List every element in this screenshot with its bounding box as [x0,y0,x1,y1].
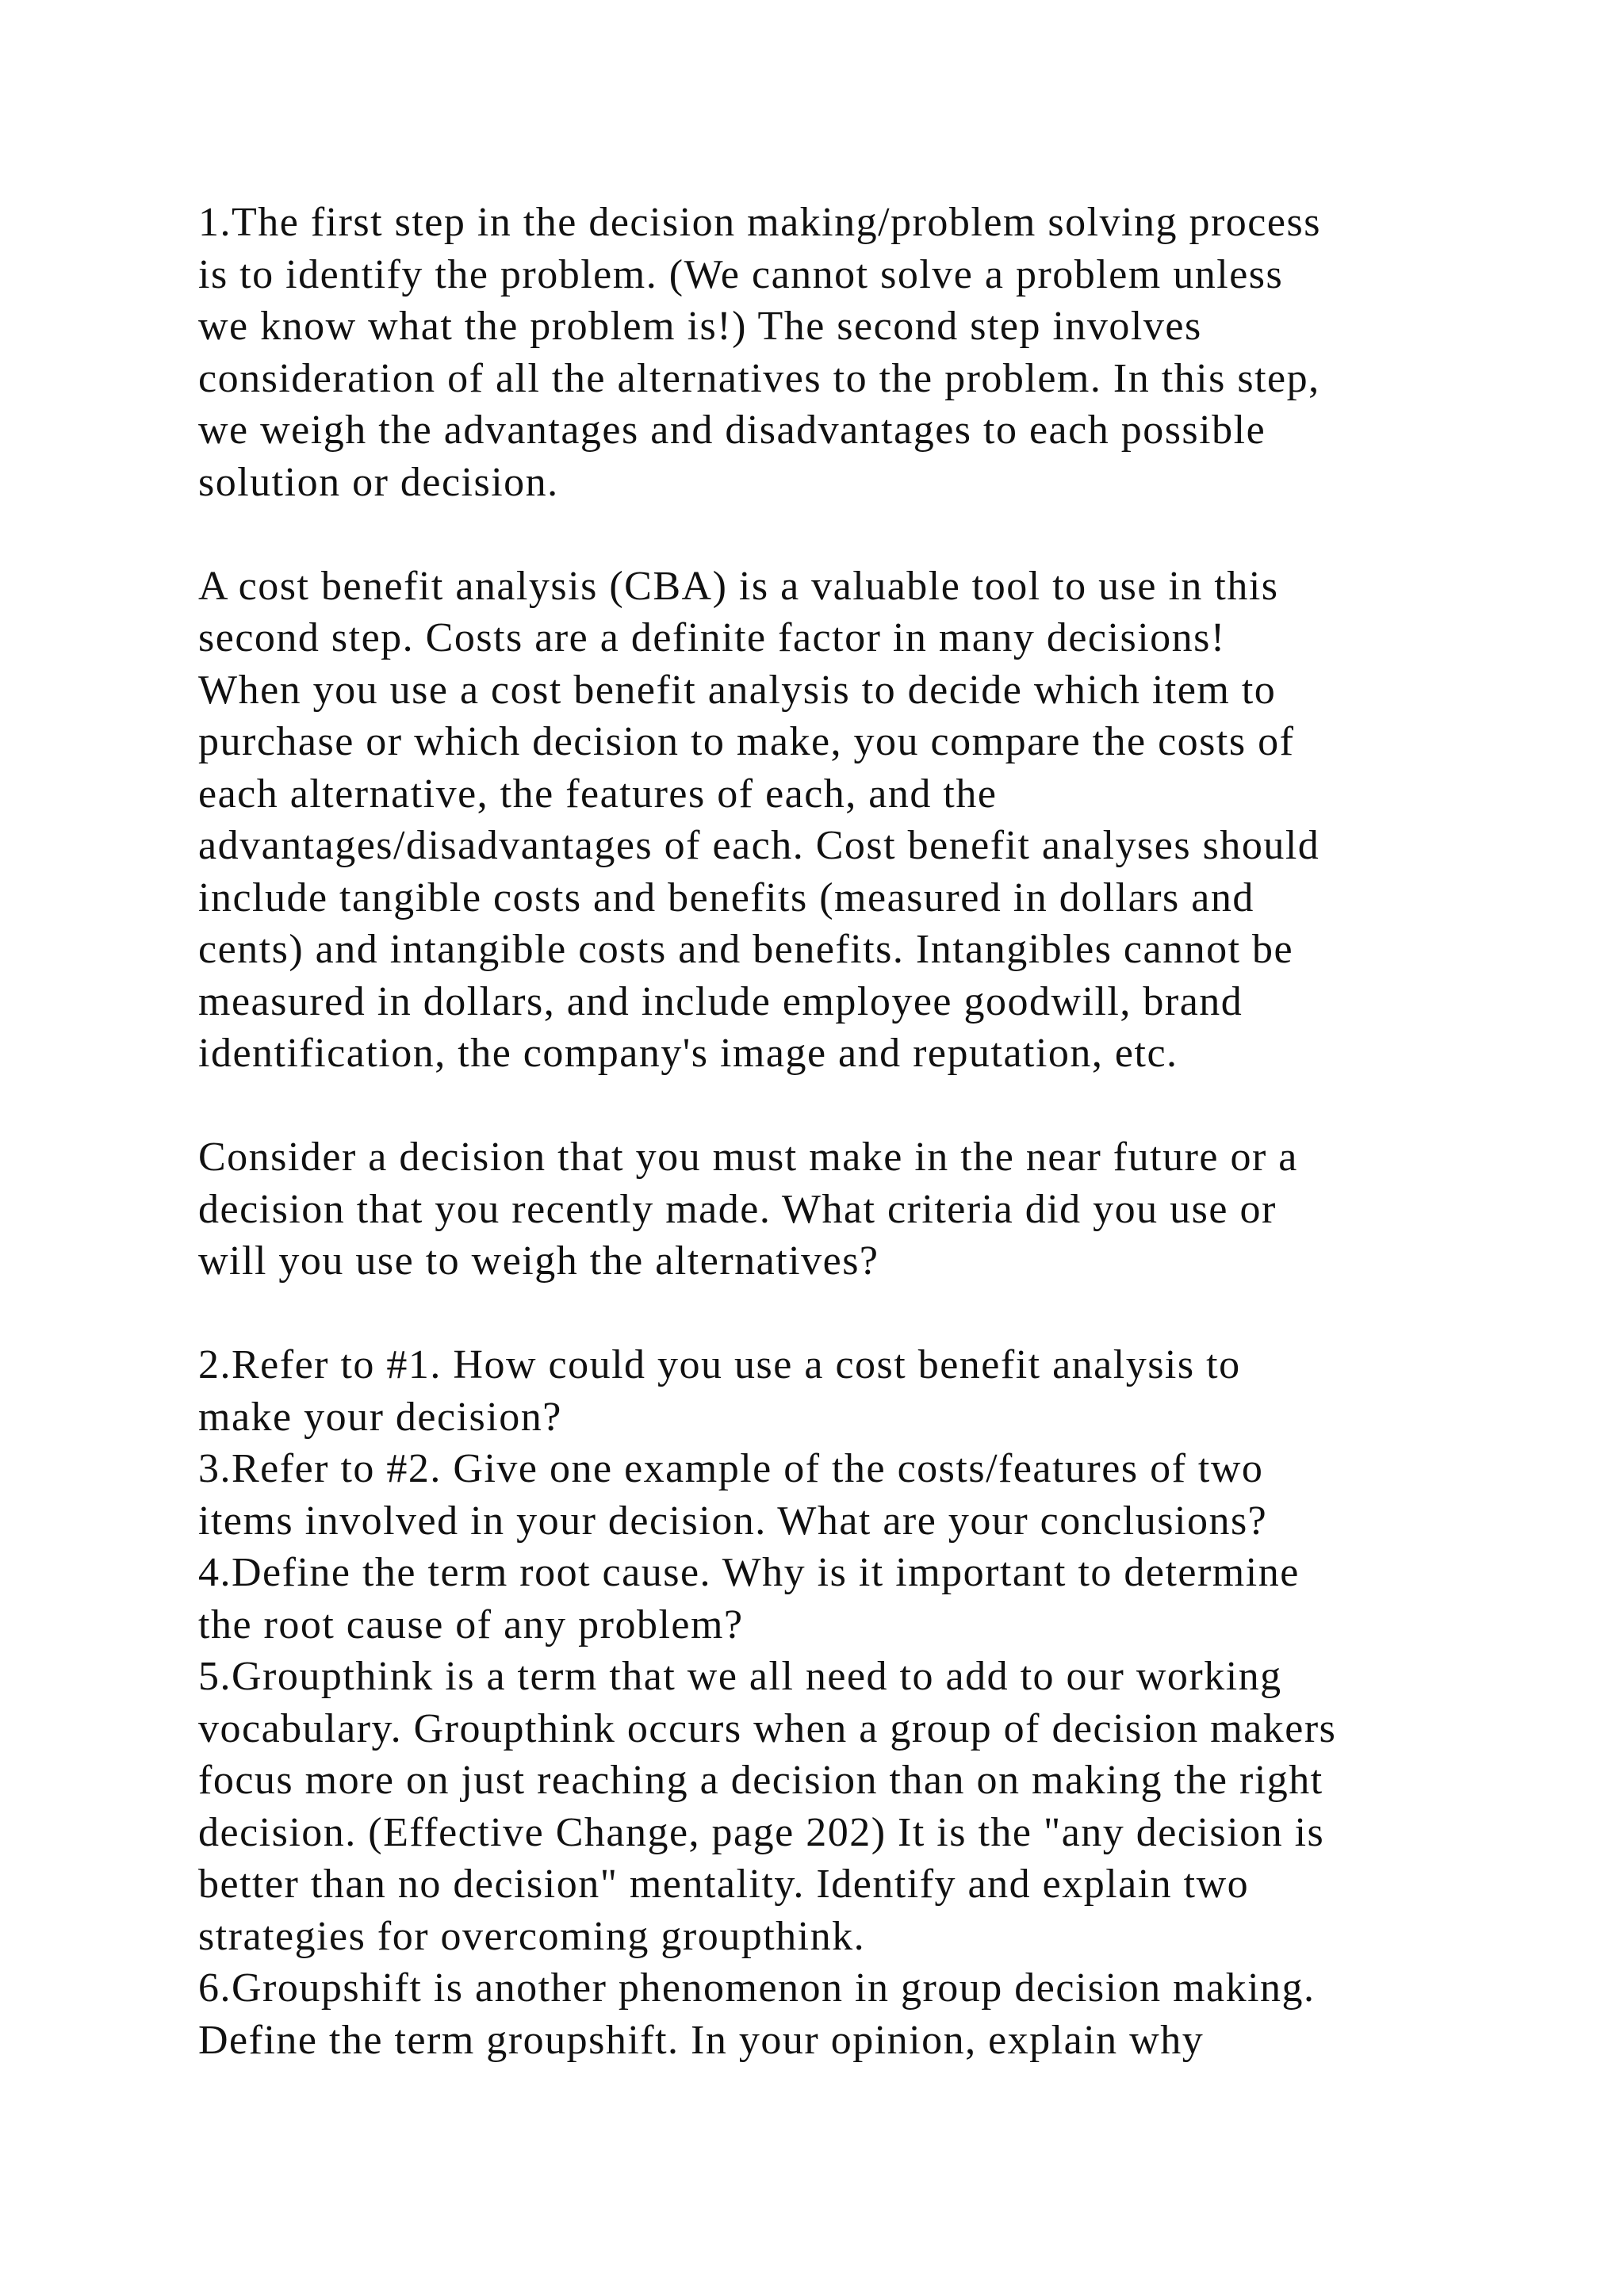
text-line: will you use to weigh the alternatives? [198,1238,879,1284]
text-line: consideration of all the alternatives to the problem. In this step, [198,355,1320,401]
text-line: strategies for overcoming groupthink. [198,1913,866,1959]
text-line: items involved in your decision. What are your conclusions? [198,1498,1268,1544]
paragraph-intro [198,197,1546,508]
text-line: Consider a decision that you must make in the near future or a [198,1135,1298,1180]
text-line: decision that you recently made. What criteria did you use or [198,1186,1277,1232]
text-line: the root cause of any problem? [198,1601,744,1647]
text-line: each alternative, the features of each, and the [198,771,998,817]
text-line: identification, the company's image and reputation, etc. [198,1031,1178,1076]
text-line: advantages/disadvantages of each. Cost benefit analyses should [198,823,1320,868]
paragraph-gap [198,1288,1546,1340]
text-line: 6.Groupshift is another phenomenon in group decision making. [198,1965,1316,2011]
text-line: include tangible costs and benefits (measured in dollars and [198,874,1254,920]
text-line: cents) and intangible costs and benefits. Intangibles cannot be [198,927,1294,972]
paragraph-gap [198,1080,1546,1132]
text-line: is to identify the problem. (We cannot solve a problem unless [198,251,1284,297]
document-body [198,197,1546,2066]
text-line: Define the term groupshift. In your opinion, explain why [198,2017,1205,2063]
text-line: we know what the problem is!) The second step involves [198,304,1202,349]
text-line: measured in dollars, and include employee goodwill, brand [198,978,1243,1024]
text-line: better than no decision" mentality. Identify and explain two [198,1862,1250,1907]
paragraph-cba [198,561,1546,1080]
paragraph-gap [198,508,1546,561]
text-line: 5.Groupthink is a term that we all need to add to our working [198,1654,1282,1699]
text-line: we weigh the advantages and disadvantages to each possible [198,408,1266,453]
text-line: second step. Costs are a definite factor in many decisions! [198,615,1226,660]
text-line: 1.The first step in the decision making/problem solving process [198,200,1321,245]
text-line: solution or decision. [198,459,559,505]
text-line: 2.Refer to #1. How could you use a cost benefit analysis to [198,1342,1241,1387]
text-line: make your decision? [198,1394,562,1440]
text-line: A cost benefit analysis (CBA) is a valuable tool to use in this [198,563,1279,609]
text-line: 3.Refer to #2. Give one example of the costs/features of two [198,1446,1264,1491]
text-line: When you use a cost benefit analysis to decide which item to [198,667,1277,713]
paragraph-consider [198,1131,1546,1288]
text-line: focus more on just reaching a decision than on making the right [198,1758,1323,1803]
question-list [198,1339,1546,2066]
text-line: purchase or which decision to make, you compare the costs of [198,719,1295,764]
text-line: decision. (Effective Change, page 202) It is the "any decision is [198,1809,1325,1855]
text-line: vocabulary. Groupthink occurs when a group of decision makers [198,1705,1337,1751]
text-line: 4.Define the term root cause. Why is it important to determine [198,1550,1300,1595]
